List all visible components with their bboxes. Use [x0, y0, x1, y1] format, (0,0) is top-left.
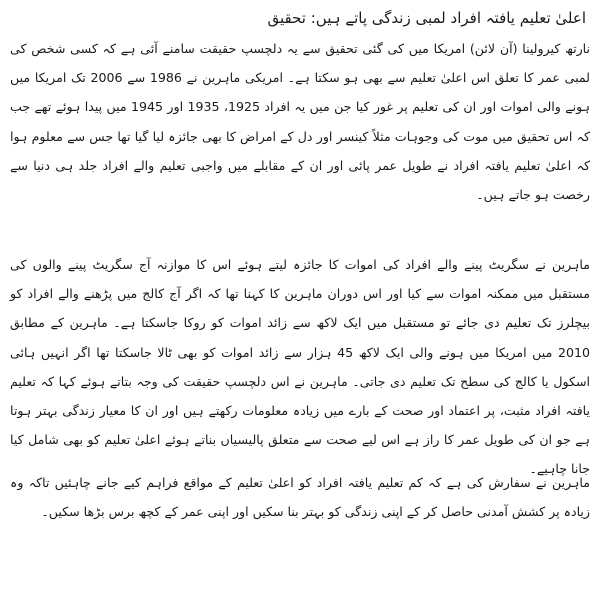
article-paragraph-2: ماہرین نے سگریٹ پینے والے افراد کی اموات کا جائزہ لیتے ہوئے اس کا موازنہ آج سگریٹ پینے والوں کی مستقبل میں ممکنہ اموات سے کیا اور اس دوران ماہرین کا کہنا تھا کہ اگر آج کالج میں پڑھنے والے افراد کو بیچلرز تک تعلیم دی جائے تو مستقبل میں ایک لاکھ سے زائد اموات کو روکا جاسکتا ہے۔ ماہرین کے مطابق 2010 میں امریکا میں ہونے والی ایک لاکھ 45 ہزار سے زائد اموات کو بھی ٹالا جاسکتا تھا اگر انہیں ہائی اسکول یا کالج کی سطح تک تعلیم دی جاتی۔ ماہرین نے اس دلچسپ حقیقت کی وجہ بتاتے ہوئے کہا کہ تعلیم یافتہ افراد مثبت، پر اعتماد اور صحت کے بارے میں زیادہ معلومات رکھتے ہیں اور ان کا معیار زندگی بہتر ہوتا ہے جو ان کی طویل عمر کا راز ہے اس لیے صحت سے متعلق پالیسیاں بناتے ہوئے اعلیٰ تعلیم کو بھی شامل کیا جانا چاہیے۔ [10, 257, 590, 477]
article-paragraph-3: ماہرین نے سفارش کی ہے کہ کم تعلیم یافتہ افراد کو اعلیٰ تعلیم کے مواقع فراہم کیے جانے چاہئیں تاکہ وہ زیادہ پر کشش آمدنی حاصل کر کے اپنی زندگی کو بہتر بنا سکیں اور اپنی عمر کے کچھ برس بڑھا سکیں۔ [10, 475, 590, 520]
article-headline: اعلیٰ تعلیم یافتہ افراد لمبی زندگی پاتے ہیں: تحقیق [267, 9, 586, 27]
article-paragraph-1: نارتھ کیرولینا (آن لائن) امریکا میں کی گئی تحقیق سے یہ دلچسپ حقیقت سامنے آئی ہے کہ کسی شخص کی لمبی عمر کا تعلق اس اعلیٰ تعلیم سے بھی ہو سکتا ہے۔ امریکی ماہرین نے 1986 سے 2006 تک امریکا میں ہونے والی اموات اور ان کی تعلیم پر غور کیا جن میں یہ افراد 1925، 1935 اور 1945 میں پیدا ہوئے تھے جب کہ اس تحقیق میں موت کی وجوہات مثلاً کینسر اور دل کے امراض کا بھی جائزہ لیا گیا تھا جس سے معلوم ہوا کہ اعلیٰ تعلیم یافتہ افراد نے طویل عمر پائی اور ان کے مقابلے میں واجبی تعلیم والے افراد جلد ہی دنیا سے رخصت ہو جاتے ہیں۔ [10, 41, 590, 203]
news-article [10, 6, 590, 528]
